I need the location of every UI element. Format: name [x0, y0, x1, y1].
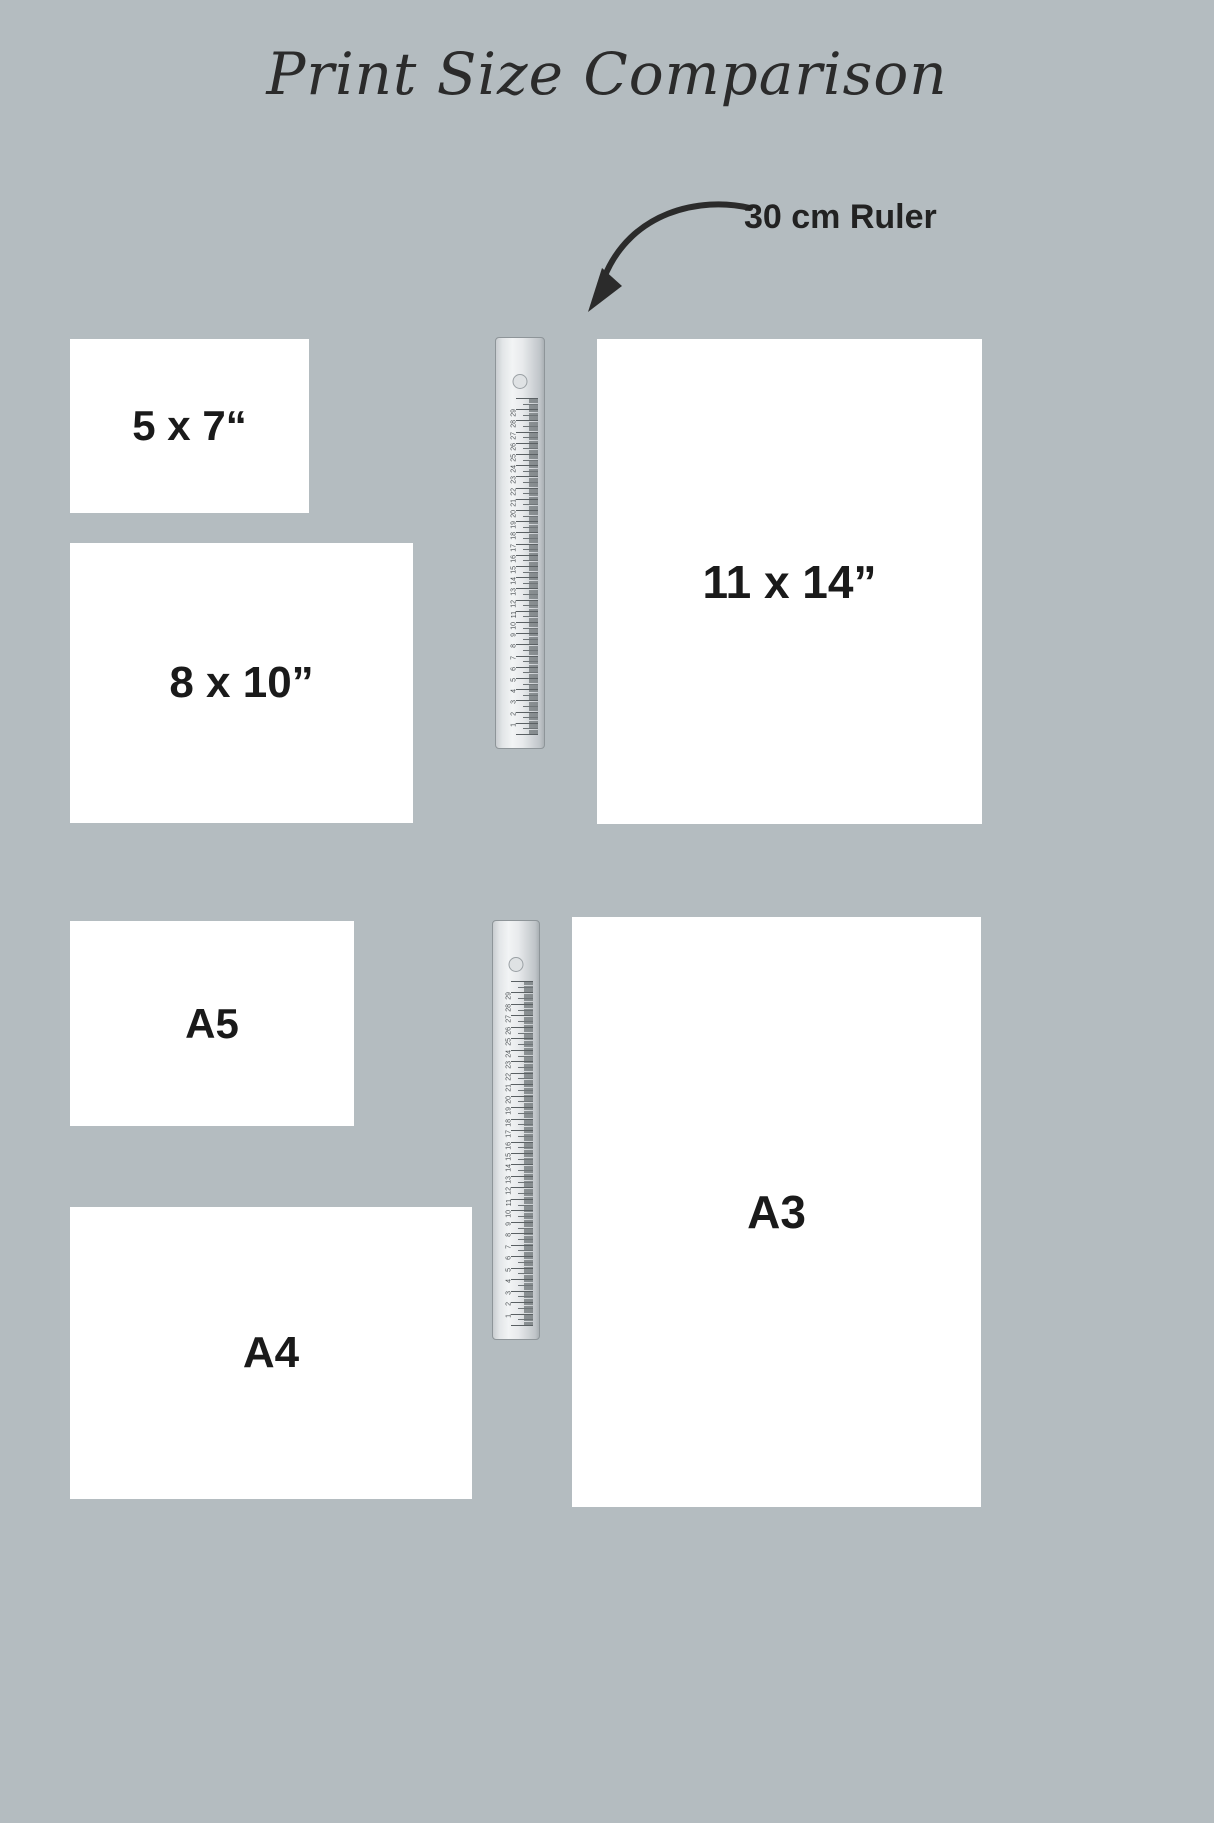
ruler-number: 24 — [510, 465, 518, 473]
ruler-number: 14 — [505, 1164, 513, 1173]
ruler-number: 17 — [510, 543, 518, 552]
ruler-number: 18 — [505, 1118, 513, 1127]
ruler-number: 25 — [505, 1038, 513, 1047]
ruler-number: 16 — [505, 1141, 513, 1150]
ruler-number: 6 — [510, 666, 518, 671]
ruler-number: 7 — [510, 655, 518, 660]
ruler-number: 15 — [505, 1153, 513, 1161]
ruler-number: 4 — [505, 1279, 513, 1284]
print-size-label: 8 x 10” — [169, 658, 314, 707]
ruler-number: 29 — [505, 992, 513, 1001]
ruler-number: 4 — [510, 689, 518, 694]
ruler-number: 16 — [510, 554, 518, 563]
ruler-number: 23 — [510, 476, 518, 485]
ruler-number: 13 — [505, 1175, 513, 1184]
ruler-number: 27 — [510, 431, 518, 440]
ruler-number: 22 — [510, 487, 518, 496]
ruler-number: 11 — [510, 610, 518, 619]
ruler-number: 20 — [510, 510, 518, 518]
ruler-tick — [511, 1325, 533, 1326]
print-size-label: A4 — [242, 1328, 300, 1377]
ruler-number: 3 — [505, 1290, 513, 1295]
ruler-number: 5 — [510, 678, 518, 682]
ruler-number: 26 — [510, 442, 518, 451]
ruler-number: 1 — [510, 722, 518, 727]
ruler-number: 2 — [505, 1302, 513, 1306]
curved-arrow-icon — [560, 190, 760, 320]
ruler-number: 1 — [505, 1313, 513, 1318]
ruler-hole-icon — [509, 957, 524, 972]
ruler-number: 10 — [505, 1210, 513, 1219]
ruler-number: 13 — [510, 588, 518, 597]
ruler-number: 19 — [505, 1107, 513, 1115]
ruler-number: 15 — [510, 566, 518, 574]
ruler-number: 26 — [505, 1026, 513, 1035]
ruler-number: 9 — [505, 1221, 513, 1226]
print-size-label: A3 — [747, 1186, 806, 1238]
print-size-label: 5 x 7“ — [132, 402, 247, 449]
ruler-number: 6 — [505, 1256, 513, 1261]
ruler-ticks-top — [496, 398, 544, 734]
print-size-label: 11 x 14” — [702, 555, 877, 608]
ruler-number: 3 — [510, 700, 518, 705]
ruler-bottom — [492, 920, 540, 1340]
page-title: Print Size Comparison — [266, 40, 948, 108]
ruler-number: 20 — [505, 1095, 513, 1104]
print-size-card-a5 — [70, 921, 354, 1126]
ruler-number: 28 — [510, 420, 518, 429]
ruler-number: 17 — [505, 1130, 513, 1138]
print-size-card-11x14 — [597, 339, 982, 824]
ruler-number: 8 — [505, 1233, 513, 1238]
print-size-card-5x7 — [70, 339, 309, 513]
ruler-annotation-label: 30 cm Ruler — [744, 198, 937, 236]
ruler-number: 5 — [505, 1267, 513, 1272]
ruler-number: 21 — [510, 498, 518, 507]
ruler-number: 12 — [505, 1187, 513, 1196]
ruler-number: 7 — [505, 1244, 513, 1249]
ruler-number: 27 — [505, 1015, 513, 1024]
ruler-hole-icon — [513, 374, 528, 389]
print-size-card-a3 — [572, 917, 981, 1507]
ruler-number: 25 — [510, 454, 518, 462]
ruler-number: 23 — [505, 1061, 513, 1070]
ruler-number: 24 — [505, 1049, 513, 1058]
ruler-number: 10 — [510, 622, 518, 630]
ruler-number: 2 — [510, 711, 518, 716]
ruler-number: 11 — [505, 1198, 513, 1207]
ruler-number: 18 — [510, 532, 518, 541]
ruler-tick — [516, 734, 538, 735]
ruler-number: 22 — [505, 1072, 513, 1081]
print-size-label: A5 — [185, 999, 239, 1047]
ruler-number: 19 — [510, 521, 518, 529]
ruler-number: 28 — [505, 1003, 513, 1012]
ruler-ticks-bottom — [493, 981, 539, 1325]
print-size-card-8x10 — [70, 543, 413, 823]
ruler-number: 9 — [510, 633, 518, 638]
ruler-number: 14 — [510, 577, 518, 585]
ruler-number: 12 — [510, 599, 518, 608]
ruler-number: 8 — [510, 644, 518, 649]
ruler-top — [495, 337, 545, 749]
print-size-card-a4 — [70, 1207, 472, 1499]
ruler-number: 29 — [510, 409, 518, 417]
ruler-number: 21 — [505, 1084, 513, 1092]
